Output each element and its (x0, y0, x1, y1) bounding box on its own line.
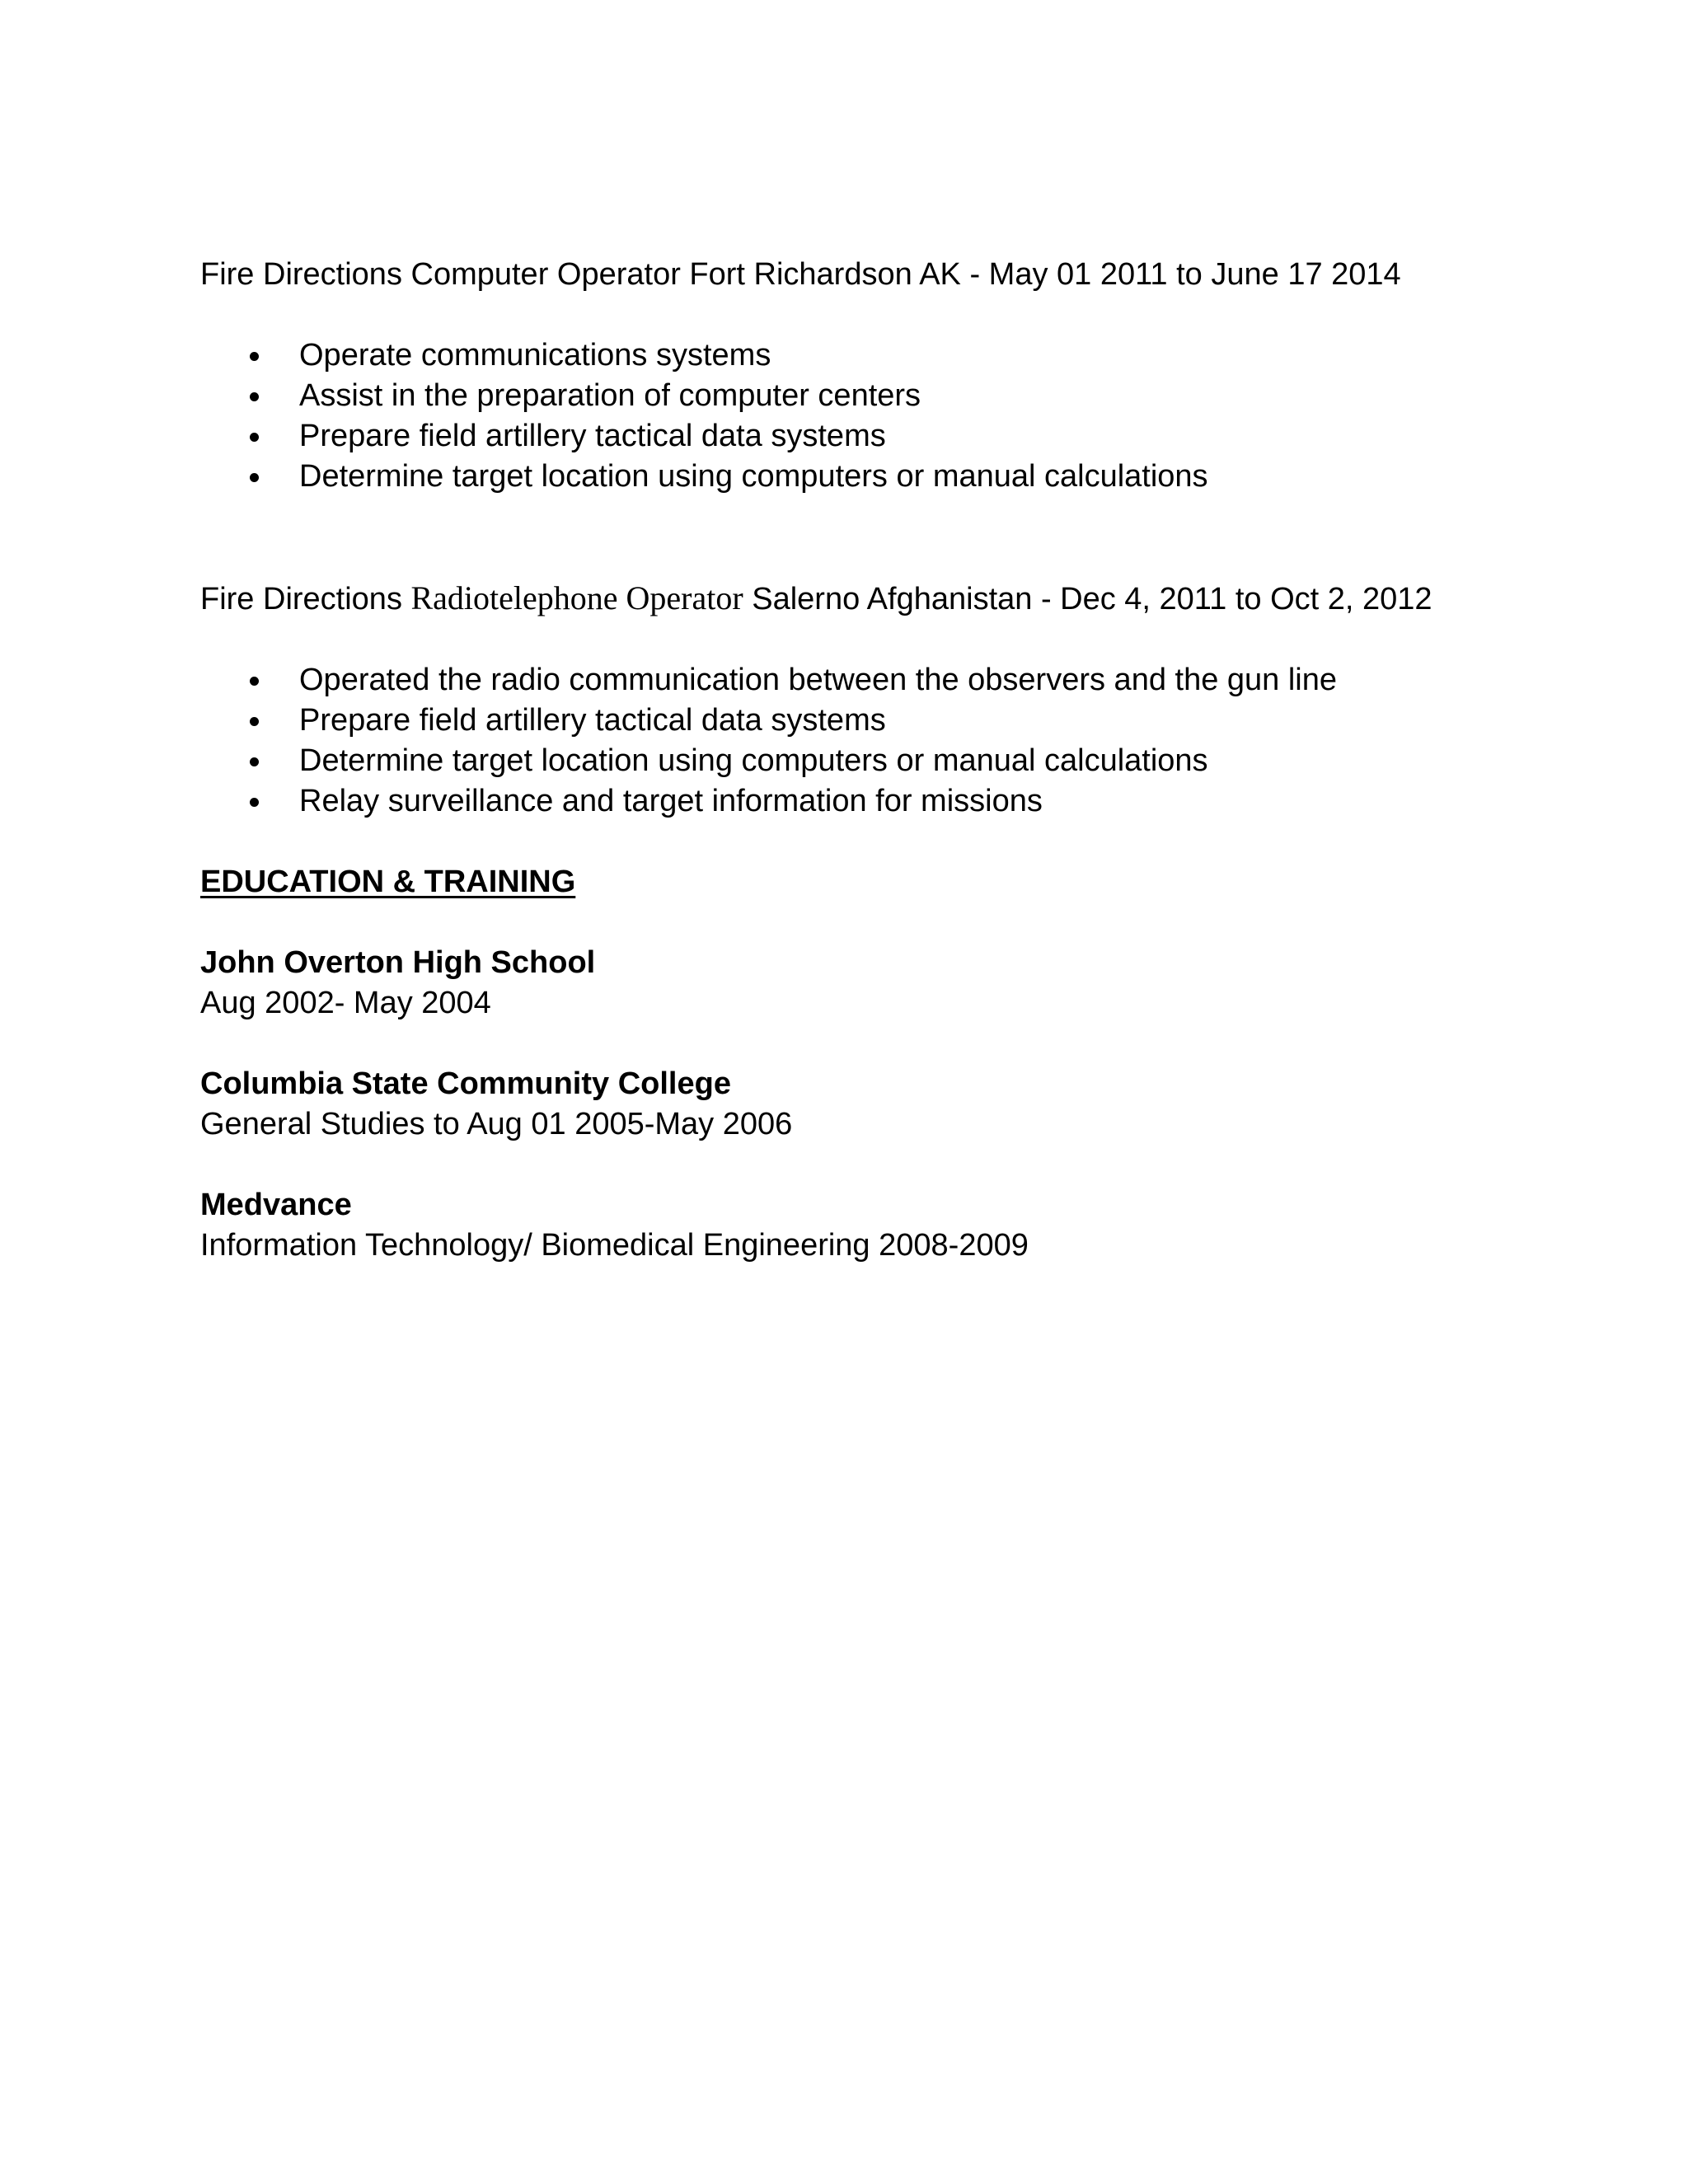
school-detail: Aug 2002- May 2004 (200, 986, 491, 1020)
list-item: Operate communications systems (200, 335, 1486, 376)
list-item: Determine target location using computers or manual calculations (200, 457, 1486, 497)
job-2-duties (200, 660, 1486, 822)
education-section (200, 862, 1486, 1266)
experience-entry-2 (200, 578, 1486, 822)
school-detail: Information Technology/ Biomedical Engineering 2008-2009 (200, 1228, 1029, 1263)
job-1-duties (200, 335, 1486, 497)
list-item: Assist in the preparation of computer centers (200, 376, 1486, 416)
bullet-icon (250, 677, 259, 686)
job-title-2: Fire Directions Radiotelephone Operator Salerno Afghanistan - Dec 4, 2011 to Oct 2, 2012 (200, 579, 1432, 616)
job-title-1: Fire Directions Computer Operator Fort Richardson AK - May 01 2011 to June 17 2014 (200, 257, 1401, 292)
bullet-icon (250, 352, 259, 361)
list-item: Operated the radio communication between the observers and the gun line (200, 660, 1486, 701)
list-item: Prepare field artillery tactical data systems (200, 416, 1486, 457)
list-item: Prepare field artillery tactical data systems (200, 701, 1486, 741)
resume-page (200, 255, 1486, 1266)
list-item: Determine target location using computers or manual calculations (200, 741, 1486, 781)
education-item (200, 1185, 1486, 1266)
school-name: John Overton High School (200, 945, 596, 980)
bullet-icon (250, 717, 259, 726)
bullet-icon (250, 757, 259, 766)
education-item (200, 1064, 1486, 1145)
bullet-icon (250, 392, 259, 401)
school-detail: General Studies to Aug 01 2005-May 2006 (200, 1107, 793, 1141)
education-item (200, 943, 1486, 1024)
bullet-icon (250, 473, 259, 482)
school-name: Columbia State Community College (200, 1066, 731, 1101)
section-heading-education: EDUCATION & TRAINING (200, 865, 576, 899)
school-name: Medvance (200, 1188, 352, 1222)
bullet-icon (250, 433, 259, 442)
bullet-icon (250, 798, 259, 807)
list-item: Relay surveillance and target information for missions (200, 781, 1486, 822)
experience-entry-1 (200, 255, 1486, 497)
